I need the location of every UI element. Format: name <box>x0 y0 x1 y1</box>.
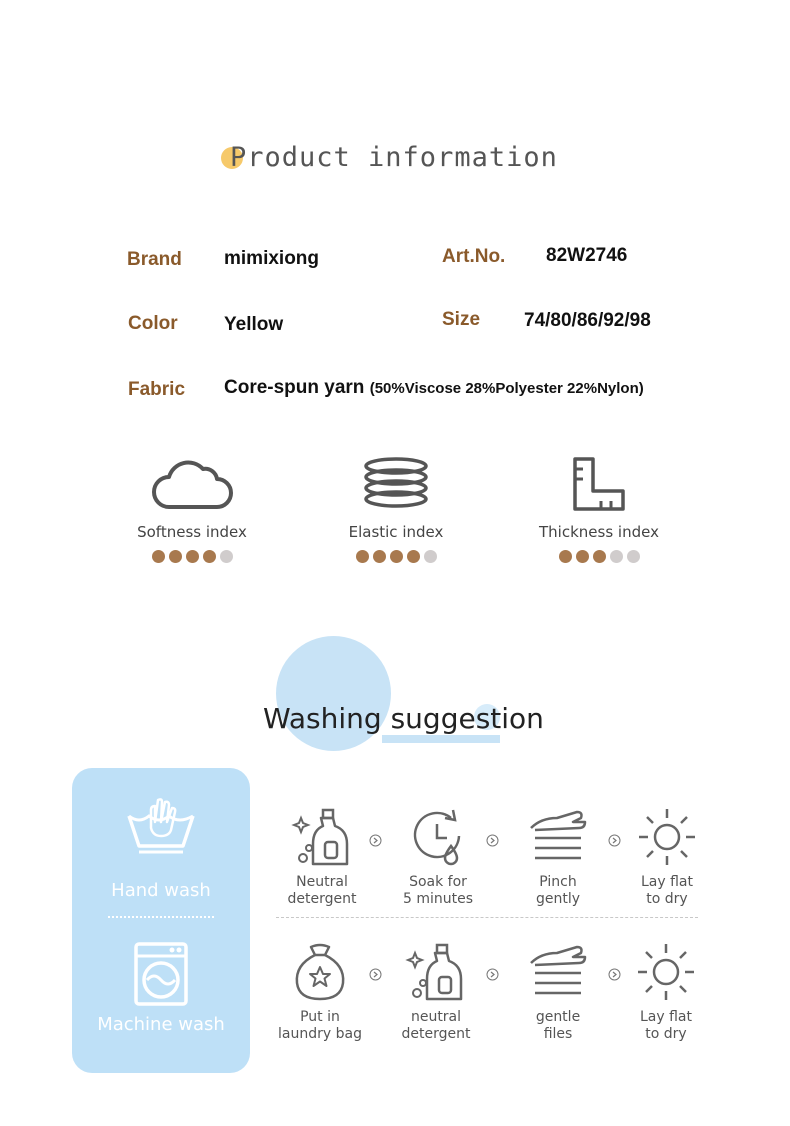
washing-machine-icon <box>134 942 188 1006</box>
rating-dot <box>220 550 233 563</box>
spring-icon <box>361 455 431 513</box>
rating-dot <box>356 550 369 563</box>
step-line-2: detergent <box>401 1026 471 1042</box>
arrow-right-icon <box>486 834 499 847</box>
thickness-label: Thickness index <box>539 523 659 541</box>
rating-dot <box>186 550 199 563</box>
detergent-icon <box>291 806 353 868</box>
machine-step-gentle <box>503 941 613 1043</box>
rating-dot <box>169 550 182 563</box>
color-value: Yellow <box>224 314 284 335</box>
hand-step-dry <box>612 806 722 908</box>
step-line-2: to dry <box>646 891 688 907</box>
elastic-rating <box>316 550 476 563</box>
size-value: 74/80/86/92/98 <box>524 310 651 331</box>
rating-dot <box>373 550 386 563</box>
step-line-2: to dry <box>645 1026 687 1042</box>
thickness-rating <box>519 550 679 563</box>
softness-label: Softness index <box>137 523 247 541</box>
panel-divider <box>108 916 214 918</box>
rating-dot <box>576 550 589 563</box>
elastic-label: Elastic index <box>348 523 444 541</box>
washing-title: Washing suggestion <box>263 702 544 735</box>
artno-value: 82W2746 <box>546 245 628 266</box>
sun-icon <box>636 806 698 868</box>
step-line-1: neutral <box>410 1009 462 1025</box>
rating-dot <box>407 550 420 563</box>
step-line-1: Neutral <box>296 874 348 890</box>
rating-dot <box>593 550 606 563</box>
step-line-1: Soak for <box>409 874 467 890</box>
step-line-1: Lay flat <box>639 1009 692 1025</box>
detergent-icon <box>405 941 467 1003</box>
elastic-index <box>316 455 476 563</box>
softness-index <box>112 455 272 563</box>
arrow-right-icon <box>486 968 499 981</box>
machine-step-detergent <box>381 941 491 1043</box>
rating-dot <box>152 550 165 563</box>
color-label: Color <box>128 313 178 334</box>
step-line-1: Put in <box>300 1009 340 1025</box>
hand-wash-label: Hand wash <box>111 880 211 901</box>
sun-icon <box>635 941 697 1003</box>
fabric-label: Fabric <box>128 379 186 400</box>
step-line-1: Lay flat <box>640 874 693 890</box>
step-line-2: files <box>543 1026 573 1042</box>
thickness-index <box>519 455 679 563</box>
size-label: Size <box>442 309 481 330</box>
rating-dot <box>203 550 216 563</box>
step-line-2: 5 minutes <box>402 891 474 907</box>
hand-step-detergent <box>267 806 377 908</box>
step-line-2: laundry bag <box>278 1026 362 1042</box>
timer-icon <box>407 806 469 868</box>
rating-dot <box>559 550 572 563</box>
cloud-icon <box>151 455 233 513</box>
machine-wash-label: Machine wash <box>97 1014 225 1035</box>
wash-method-panel <box>72 768 250 1073</box>
hand-wash-icon <box>125 794 197 856</box>
fabric-value <box>224 377 644 399</box>
ruler-icon <box>571 455 627 513</box>
brand-label: Brand <box>127 249 182 270</box>
machine-step-bag <box>265 941 375 1043</box>
machine-step-dry <box>611 941 721 1043</box>
laundry-bag-icon <box>289 941 351 1003</box>
title-underline <box>382 735 500 743</box>
step-line-1: gentle <box>535 1009 581 1025</box>
hand-fabric-icon <box>527 806 589 868</box>
softness-rating <box>112 550 272 563</box>
rating-dot <box>610 550 623 563</box>
rating-dot <box>424 550 437 563</box>
arrow-right-icon <box>369 834 382 847</box>
step-line-1: Pinch <box>539 874 577 890</box>
hand-step-pinch <box>503 806 613 908</box>
artno-label: Art.No. <box>442 246 506 267</box>
fabric-composition: (50%Viscose 28%Polyester 22%Nylon) <box>369 380 644 397</box>
hand-step-soak <box>383 806 493 908</box>
brand-value: mimixiong <box>224 248 320 269</box>
step-line-2: detergent <box>287 891 357 907</box>
steps-divider <box>276 917 698 918</box>
rating-dot <box>390 550 403 563</box>
page-title: Product information <box>230 142 558 173</box>
step-line-2: gently <box>535 891 581 907</box>
hand-fabric-icon <box>527 941 589 1003</box>
rating-dot <box>627 550 640 563</box>
fabric-name: Core-spun yarn <box>224 377 365 398</box>
